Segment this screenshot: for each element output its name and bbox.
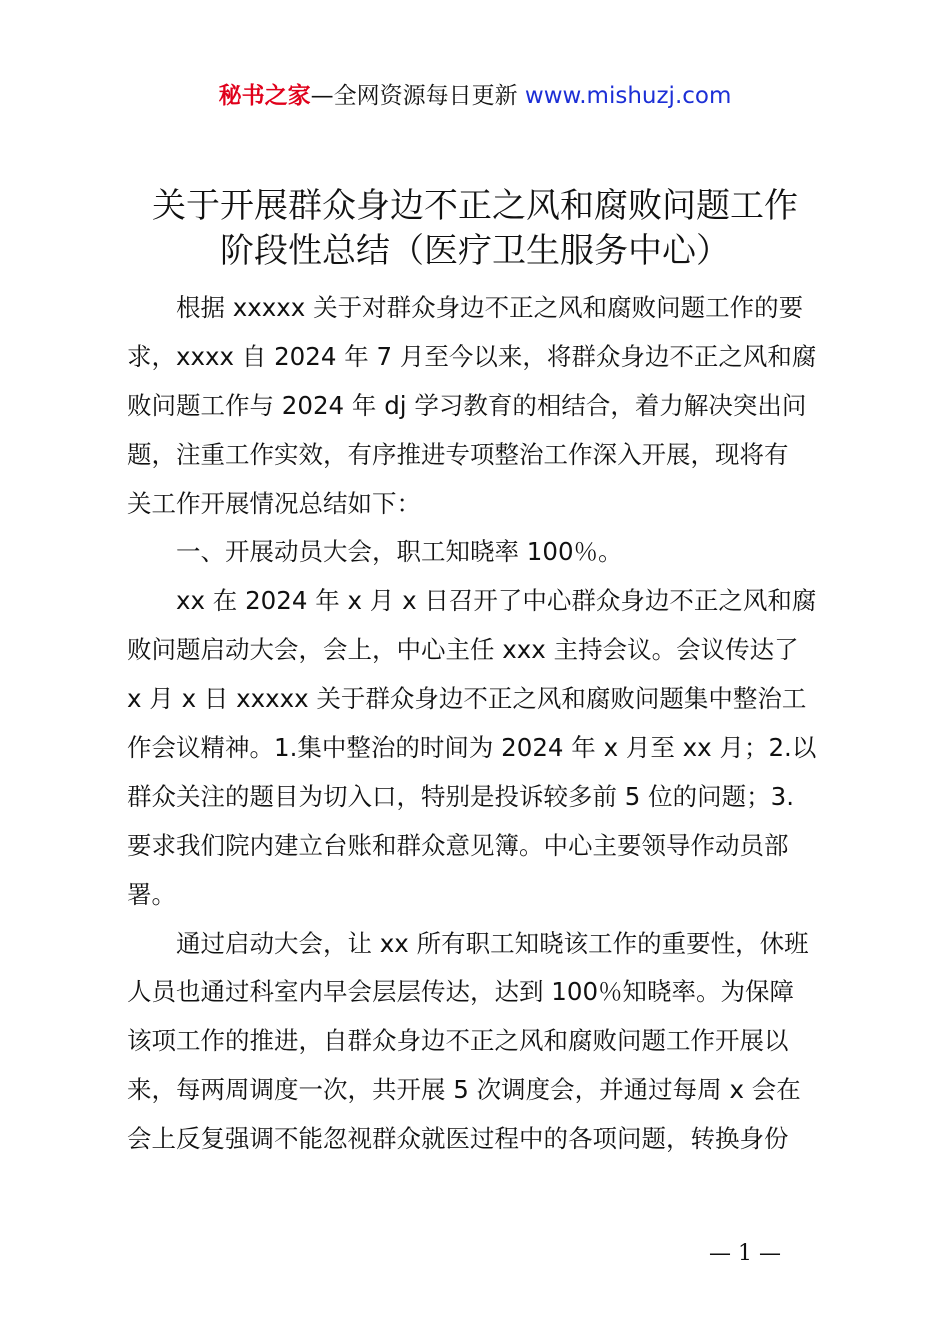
page-number: — 1 — [709, 1241, 781, 1266]
body-line: 会上反复强调不能忽视群众就医过程中的各项问题，转换身份 [127, 1124, 789, 1154]
body-line: 来，每两周调度一次，共开展 5 次调度会，并通过每周 x 会在 [127, 1075, 801, 1105]
body-line: 通过启动大会，让 xx 所有职工知晓该工作的重要性，休班 [127, 928, 809, 958]
site-header [0, 80, 950, 112]
body-line: 根据 xxxxx 关于对群众身边不正之风和腐败问题工作的要 [127, 293, 804, 322]
body-line: 败问题工作与 2024 年 dj 学习教育的相结合，着力解决突出问 [127, 390, 807, 420]
body-line: 关工作开展情况总结如下： [127, 488, 421, 518]
body-line: 群众关注的题目为切入口，特别是投诉较多前 5 位的问题；3. [127, 781, 795, 811]
site-url-link[interactable]: www.mishuzj.com [524, 83, 732, 109]
document-body [127, 284, 833, 1164]
body-line: 败问题启动大会，会上，中心主任 xxx 主持会议。会议传达了 [127, 635, 799, 665]
body-line: 题，注重工作实效，有序推进专项整治工作深入开展，现将有 [127, 439, 789, 469]
body-line: xx 在 2024 年 x 月 x 日召开了中心群众身边不正之风和腐 [127, 586, 817, 616]
body-line: 署。 [127, 879, 176, 909]
title-line-1: 关于开展群众身边不正之风和腐败问题工作 [152, 186, 798, 226]
site-brand: 秘书之家 [218, 83, 311, 109]
body-line: 作会议精神。1.集中整治的时间为 2024 年 x 月至 xx 月；2.以 [127, 733, 817, 763]
title-line-2: 阶段性总结（医疗卫生服务中心） [220, 231, 730, 271]
body-line: 要求我们院内建立台账和群众意见簿。中心主要领导作动员部 [127, 830, 789, 860]
body-line: x 月 x 日 xxxxx 关于群众身边不正之风和腐败问题集中整治工 [127, 684, 807, 714]
document-title [100, 184, 850, 274]
body-line: 求，xxxx 自 2024 年 7 月至今以来，将群众身边不正之风和腐 [127, 341, 817, 371]
site-tagline: —全网资源每日更新 [310, 83, 525, 109]
body-line: 该项工作的推进，自群众身边不正之风和腐败问题工作开展以 [127, 1026, 789, 1056]
body-line: 人员也通过科室内早会层层传达，达到 100％知晓率。为保障 [127, 977, 795, 1007]
section-heading: 一、开展动员大会，职工知晓率 100％。 [127, 537, 623, 567]
